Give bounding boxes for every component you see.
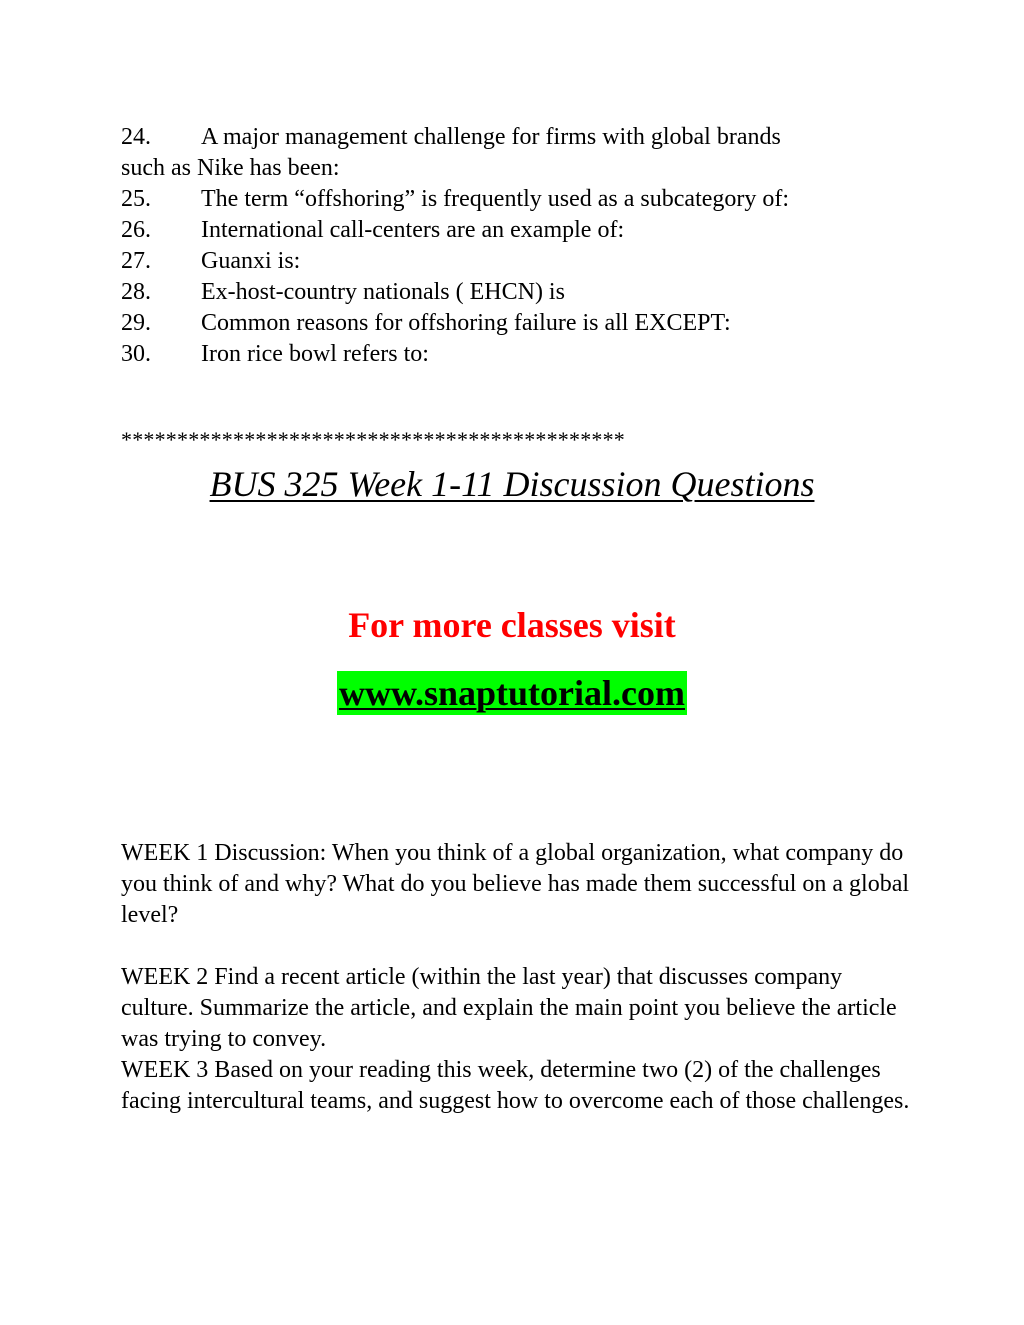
- question-list: [121, 122, 881, 370]
- discussion-questions: [121, 838, 911, 1117]
- question-number: 26.: [121, 217, 151, 243]
- question-item: [121, 215, 881, 246]
- question-number: 30.: [121, 341, 151, 367]
- question-number: 28.: [121, 279, 151, 305]
- week-2-discussion: WEEK 2 Find a recent article (within the last year) that discusses company culture. Summarize the article, and explain the main point you believe the article was trying to convey.: [121, 964, 897, 1052]
- question-text: A major management challenge for firms with global brands: [201, 124, 781, 150]
- question-number: 25.: [121, 186, 151, 212]
- question-text: International call-centers are an example of:: [201, 217, 625, 243]
- question-item: [121, 184, 881, 215]
- question-item: [121, 122, 881, 184]
- question-text: Ex-host-country nationals ( EHCN) is: [201, 279, 565, 305]
- course-title: BUS 325 Week 1-11 Discussion Questions: [209, 464, 815, 504]
- week-1-discussion: WEEK 1 Discussion: When you think of a global organization, what company do you think of and why? What do you believe has made them successful on a global level?: [121, 840, 910, 928]
- question-text: Guanxi is:: [201, 248, 301, 274]
- question-item: [121, 339, 881, 370]
- question-item: [121, 308, 881, 339]
- question-text: Common reasons for offshoring failure is all EXCEPT:: [201, 310, 731, 336]
- question-text: The term “offshoring” is frequently used as a subcategory of:: [201, 186, 790, 212]
- question-number: 24.: [121, 124, 151, 150]
- question-number: 29.: [121, 310, 151, 336]
- separator-asterisks: *********************************************: [121, 427, 625, 452]
- question-text: Iron rice bowl refers to:: [201, 341, 429, 367]
- question-continuation: such as Nike has been:: [121, 155, 340, 181]
- website-link[interactable]: www.snaptutorial.com: [338, 673, 685, 713]
- promo-text: For more classes visit: [348, 605, 676, 645]
- question-item: [121, 277, 881, 308]
- question-number: 27.: [121, 248, 151, 274]
- week-3-discussion: WEEK 3 Based on your reading this week, determine two (2) of the challenges facing intercultural teams, and suggest how to overcome each of those challenges.: [121, 1057, 910, 1114]
- question-item: [121, 246, 881, 277]
- promo-link-wrapper: [0, 671, 1024, 715]
